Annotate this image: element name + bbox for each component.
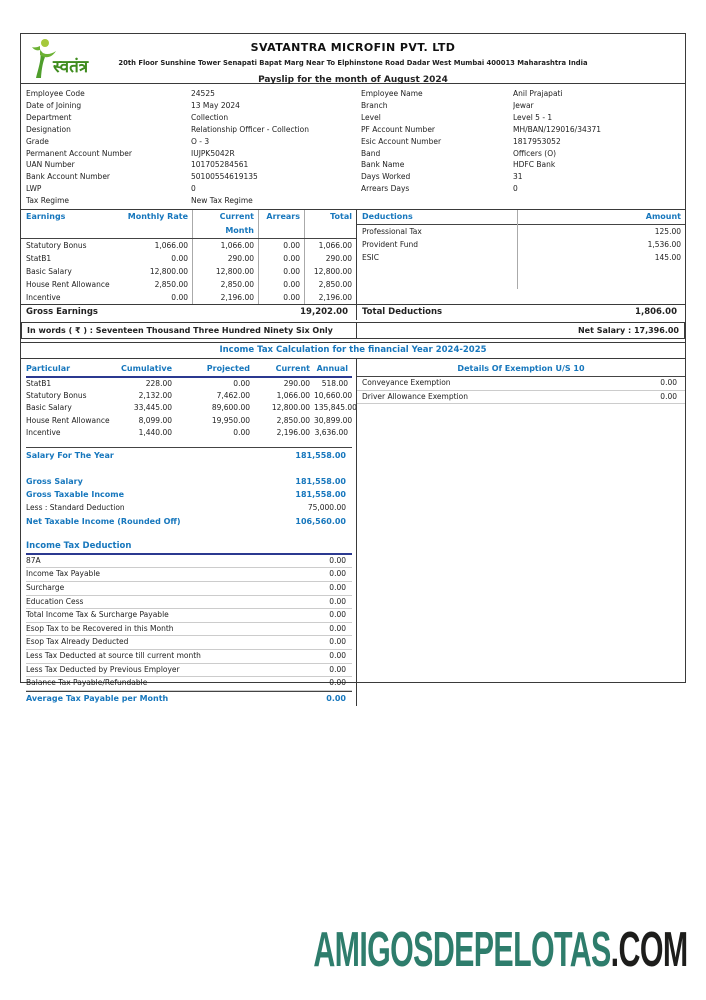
field-label: Arrears Days (361, 184, 410, 194)
col-arrears: Arrears (259, 210, 305, 238)
employee-row (21, 124, 685, 136)
field-label: UAN Number (26, 160, 75, 170)
itd-row (26, 596, 352, 610)
tax-particular: Basic Salary (26, 403, 72, 413)
earnings-deductions (21, 210, 685, 304)
field-value: Relationship Officer - Collection (191, 124, 309, 134)
earning-total: 2,850.00 (318, 280, 352, 290)
itd-row (26, 568, 352, 582)
field-label: LWP (26, 184, 42, 194)
earning-current: 12,800.00 (193, 265, 259, 278)
tax-annual: 135,845.00 (314, 403, 357, 413)
tax-cumulative: 1,440.00 (138, 427, 172, 437)
deductions-table (357, 210, 685, 304)
tax-current: 2,850.00 (276, 415, 310, 425)
col-current-month: Current Month (193, 210, 259, 238)
field-value: New Tax Regime (191, 196, 253, 206)
line-label: Net Taxable Income (Rounded Off) (26, 516, 181, 526)
itd-label: Income Tax Payable (26, 569, 101, 579)
employee-row (21, 159, 685, 171)
earning-monthly: 0.00 (121, 252, 193, 265)
average-tax-value: 0.00 (326, 693, 346, 703)
itd-row (26, 555, 352, 569)
tax-cumulative: 8,099.00 (138, 415, 172, 425)
exemption-value: 0.00 (660, 378, 677, 388)
earning-total: 290.00 (325, 254, 352, 264)
col-projected: Projected (206, 364, 250, 374)
field-label: Employee Code (26, 89, 85, 98)
itd-value: 0.00 (329, 678, 346, 688)
line-value: 181,558.00 (295, 490, 346, 500)
field-label: Tax Regime (26, 196, 70, 206)
gross-earnings-label: Gross Earnings (26, 307, 98, 318)
income-tax-left-column (21, 359, 357, 706)
field-label: Date of Joining (26, 100, 82, 110)
earnings-table (21, 210, 357, 304)
field-value: 1817953052 (513, 136, 561, 146)
net-salary: Net Salary : 17,396.00 (577, 326, 679, 336)
line-value: 106,560.00 (295, 516, 346, 526)
earning-label: Basic Salary (26, 267, 72, 277)
col-cumulative: Cumulative (121, 364, 172, 374)
field-value (513, 195, 680, 207)
field-value: HDFC Bank (513, 160, 556, 170)
tax-projected: 89,600.00 (211, 403, 250, 413)
col-total: Total (330, 212, 352, 222)
gross-earnings (21, 305, 357, 320)
field-label: Permanent Account Number (26, 148, 132, 158)
deduction-amount: 145.00 (654, 253, 681, 263)
earning-monthly: 0.00 (121, 291, 193, 304)
tax-cumulative: 33,445.00 (133, 403, 172, 413)
tax-annual: 10,660.00 (314, 391, 353, 401)
tax-projected: 0.00 (233, 427, 250, 437)
field-value: 50100554619135 (191, 172, 258, 182)
income-tax-title: Income Tax Calculation for the financial Year 2024-2025 (21, 343, 685, 359)
field-label: Level (361, 112, 381, 122)
col-deductions: Deductions (357, 210, 517, 225)
tax-current: 12,800.00 (271, 403, 310, 413)
income-tax-section (21, 342, 685, 706)
itd-value: 0.00 (329, 651, 346, 661)
tax-cumulative: 2,132.00 (138, 391, 172, 401)
employee-row (21, 136, 685, 148)
total-deductions-label: Total Deductions (362, 307, 443, 318)
col-particular: Particular (26, 364, 71, 374)
line-value: 75,000.00 (307, 503, 346, 513)
deduction-amount: 1,536.00 (647, 240, 681, 250)
income-tax-deduction-title: Income Tax Deduction (26, 539, 352, 555)
earnings-row (21, 265, 356, 278)
earning-monthly: 12,800.00 (121, 265, 193, 278)
tax-particular: House Rent Allowance (26, 415, 110, 425)
field-value: 0 (191, 184, 196, 194)
itd-row (26, 650, 352, 664)
total-deductions-value: 1,806.00 (635, 307, 677, 318)
exemption-value: 0.00 (660, 391, 677, 401)
tax-annual: 3,636.00 (314, 427, 348, 437)
earnings-row (21, 278, 356, 291)
itd-row (26, 664, 352, 678)
earnings-row (21, 252, 356, 265)
payslip-title: Payslip for the month of August 2024 (258, 75, 448, 85)
total-deductions (357, 305, 685, 320)
itd-value: 0.00 (329, 596, 346, 606)
field-value: 31 (513, 172, 523, 182)
earning-current: 2,196.00 (193, 291, 259, 304)
itd-label: Total Income Tax & Surcharge Payable (26, 610, 169, 620)
tax-projected: 7,462.00 (216, 391, 250, 401)
deduction-label: ESIC (362, 253, 379, 263)
deduction-amount: 125.00 (654, 227, 681, 237)
exemption-row (357, 377, 685, 391)
itd-value: 0.00 (329, 623, 346, 633)
col-amount: Amount (518, 210, 685, 225)
tax-table-row (26, 402, 357, 414)
watermark-main: AMIGOSDEPELOTAS (313, 923, 612, 977)
field-value: Collection (191, 112, 229, 122)
line-label: Gross Salary (26, 477, 83, 487)
field-value: O - 3 (191, 136, 210, 146)
field-value: Anil Prajapati (513, 89, 563, 98)
itd-value: 0.00 (329, 664, 346, 674)
itd-label: Education Cess (26, 596, 84, 606)
tax-particular: Incentive (26, 427, 61, 437)
earnings-header-row (21, 210, 356, 239)
tax-particular: Statutory Bonus (26, 391, 87, 401)
net-salary-band (21, 322, 685, 339)
tax-cumulative: 228.00 (145, 379, 172, 389)
salary-summary-lines (26, 475, 352, 528)
payslip-document (20, 33, 686, 703)
field-label: Grade (26, 136, 49, 146)
itd-label: Less Tax Deducted by Previous Employer (26, 664, 180, 674)
deductions-labels (357, 210, 517, 289)
tax-projected: 0.00 (233, 379, 250, 389)
line-value: 181,558.00 (295, 477, 346, 487)
average-tax-row (26, 691, 352, 706)
earning-current: 290.00 (193, 252, 259, 265)
company-address: 20th Floor Sunshine Tower Senapati Bapat Marg Near To Elphinstone Road Dadar West Mumbai 400013 Maharashtra India (118, 59, 588, 67)
itd-label: Balance Tax Payable/Refundable (26, 678, 148, 688)
watermark (314, 922, 688, 978)
employee-row (21, 88, 685, 100)
tax-annual: 518.00 (321, 379, 348, 389)
net-taxable-line (26, 515, 352, 528)
salary-for-year (26, 447, 352, 464)
itd-value: 0.00 (329, 583, 346, 593)
field-value: 13 May 2024 (191, 100, 240, 110)
col-earnings: Earnings (26, 212, 66, 222)
tax-current: 290.00 (283, 379, 310, 389)
itd-row (26, 609, 352, 623)
itd-label: Less Tax Deducted at source till current month (26, 651, 201, 661)
itd-label: Esop Tax Already Deducted (26, 637, 129, 647)
exemptions-title: Details Of Exemption U/S 10 (357, 362, 685, 377)
earning-label: Incentive (26, 293, 61, 303)
earning-current: 1,066.00 (193, 239, 259, 252)
deductions-body (357, 210, 685, 289)
field-label: Bank Name (361, 160, 405, 170)
earning-current: 2,850.00 (193, 278, 259, 291)
employee-row (21, 100, 685, 112)
itd-label: Esop Tax to be Recovered in this Month (26, 623, 174, 633)
itd-label: Surcharge (26, 583, 65, 593)
tax-current: 1,066.00 (276, 391, 310, 401)
earning-arrears: 0.00 (259, 265, 305, 278)
itd-row (26, 636, 352, 650)
field-label (361, 195, 513, 207)
line-label: Less : Standard Deduction (26, 503, 125, 513)
deduction-label: Provident Fund (362, 240, 419, 250)
itd-row (26, 582, 352, 596)
employee-row (21, 112, 685, 124)
salary-for-year-value: 181,558.00 (295, 451, 346, 461)
field-label: Bank Account Number (26, 172, 111, 182)
earning-total: 1,066.00 (318, 241, 352, 251)
tax-table-header (26, 362, 352, 378)
tax-particular: StatB1 (26, 379, 52, 389)
itd-row (26, 677, 352, 691)
field-label: Department (26, 112, 72, 122)
employee-row (21, 183, 685, 195)
gross-taxable-line (26, 488, 352, 501)
earnings-row (21, 291, 356, 304)
itd-value: 0.00 (329, 555, 346, 565)
gross-salary-line (26, 475, 352, 488)
col-annual: Annual (316, 364, 348, 374)
earnings-row (21, 239, 356, 252)
tax-table-row (26, 415, 352, 427)
employee-row (21, 148, 685, 160)
field-label: Branch (361, 100, 388, 110)
itd-value: 0.00 (329, 569, 346, 579)
gross-earnings-value: 19,202.00 (300, 307, 348, 318)
earning-label: StatB1 (26, 254, 52, 264)
col-current: Current (275, 364, 310, 374)
field-value: Officers (O) (513, 148, 557, 158)
itd-value: 0.00 (329, 637, 346, 647)
field-label: Band (361, 148, 381, 158)
tax-projected: 19,950.00 (211, 415, 250, 425)
earning-monthly: 2,850.00 (121, 278, 193, 291)
exemption-row (357, 391, 685, 405)
employee-row (21, 195, 685, 207)
field-label: Esic Account Number (361, 136, 442, 146)
svatantra-logo (29, 38, 144, 86)
tax-annual: 30,899.00 (314, 415, 353, 425)
field-value: MH/BAN/129016/34371 (513, 124, 602, 134)
income-tax-body (21, 359, 685, 706)
field-value: 0 (513, 184, 518, 194)
field-label: PF Account Number (361, 124, 436, 134)
tax-table-row (26, 427, 352, 439)
earning-arrears: 0.00 (259, 291, 305, 304)
field-value: 101705284561 (191, 160, 249, 170)
svatantra-logo-text: स्वतंत्र (53, 57, 89, 77)
itd-value: 0.00 (329, 610, 346, 620)
earning-total: 2,196.00 (318, 293, 352, 303)
company-name: SVATANTRA MICROFIN PVT. LTD (250, 41, 456, 54)
itd-label: 87A (26, 555, 41, 565)
field-value: Level 5 - 1 (513, 112, 553, 122)
field-label: Designation (26, 124, 71, 134)
earning-label: House Rent Allowance (26, 280, 110, 290)
employee-row (21, 171, 685, 183)
tax-table-row (26, 378, 352, 390)
standard-deduction-line (26, 501, 352, 514)
deduction-label: Professional Tax (362, 227, 422, 237)
earning-monthly: 1,066.00 (121, 239, 193, 252)
income-tax-deduction (26, 539, 352, 706)
deductions-amounts (517, 210, 685, 289)
employee-details (21, 84, 685, 210)
watermark-suffix: .COM (611, 923, 688, 977)
amount-in-words: In words ( ₹ ) : Seventeen Thousand Three Hundred Ninety Six Only (22, 323, 357, 338)
field-value: 24525 (191, 89, 215, 98)
earning-total: 12,800.00 (313, 267, 352, 277)
earning-arrears: 0.00 (259, 239, 305, 252)
earning-label: Statutory Bonus (26, 241, 87, 251)
field-label: Days Worked (361, 172, 411, 182)
line-label: Gross Taxable Income (26, 490, 125, 500)
salary-for-year-label: Salary For The Year (26, 451, 114, 461)
earning-arrears: 0.00 (259, 252, 305, 265)
field-label: Employee Name (361, 89, 423, 98)
totals-band (21, 304, 685, 320)
field-value: Jewar (513, 100, 534, 110)
itd-row (26, 623, 352, 637)
exemption-label: Driver Allowance Exemption (362, 391, 468, 401)
average-tax-label: Average Tax Payable per Month (26, 693, 169, 703)
col-monthly-rate: Monthly Rate (121, 210, 193, 238)
payslip-header (21, 34, 685, 77)
exemption-label: Conveyance Exemption (362, 378, 451, 388)
tax-current: 2,196.00 (276, 427, 310, 437)
exemptions-column (357, 359, 685, 706)
earning-arrears: 0.00 (259, 278, 305, 291)
tax-table-row (26, 390, 352, 402)
field-value: IUJPK5042R (191, 148, 235, 158)
